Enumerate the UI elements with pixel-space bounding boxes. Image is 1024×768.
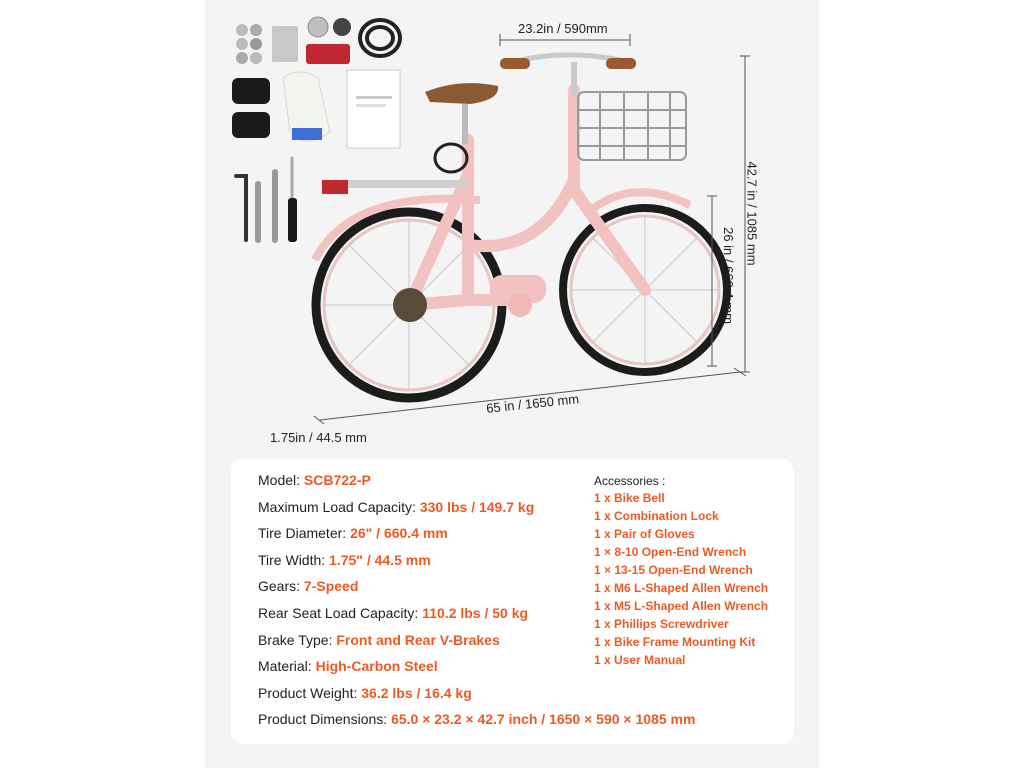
crank xyxy=(508,293,532,317)
spec-value: 330 lbs / 149.7 kg xyxy=(419,498,535,515)
saddle xyxy=(425,83,498,144)
total-height-label: 42.7 in / 1085 mm xyxy=(744,161,760,266)
spec-row xyxy=(258,499,534,515)
spec-row xyxy=(258,472,371,488)
spec-label: Product Weight: xyxy=(258,684,362,701)
handlebar-width-label: 23.2in / 590mm xyxy=(518,21,608,36)
spec-label: Maximum Load Capacity: xyxy=(258,498,420,515)
cable-lock-icon xyxy=(360,20,400,56)
spec-row xyxy=(258,525,448,541)
rear-rack xyxy=(322,180,468,194)
gloves-icon xyxy=(283,72,330,141)
spec-row xyxy=(258,632,500,648)
spec-value: 1.75" / 44.5 mm xyxy=(329,551,431,568)
spec-row xyxy=(258,578,358,594)
spec-label: Rear Seat Load Capacity: xyxy=(258,605,423,621)
spec-value: 36.2 lbs / 16.4 kg xyxy=(361,684,472,701)
spec-label: Tire Width: xyxy=(258,551,330,568)
spec-value: SCB722-P xyxy=(303,472,371,488)
spec-value: 110.2 lbs / 50 kg xyxy=(422,605,529,621)
accessory-item: 1 x M6 L-Shaped Allen Wrench xyxy=(594,581,769,595)
accessory-item: 1 x Bike Bell xyxy=(594,491,665,505)
tire-width-label: 1.75in / 44.5 mm xyxy=(270,430,367,445)
front-basket xyxy=(578,92,686,160)
accessories-title: Accessories : xyxy=(594,474,666,488)
pedals-icon xyxy=(232,78,270,138)
spec-value: 7-Speed xyxy=(303,578,359,595)
accessory-item: 1 x Pair of Gloves xyxy=(594,527,695,541)
spec-value: 65.0 × 23.2 × 42.7 inch / 1650 × 590 × 1085 mm xyxy=(391,711,696,728)
accessory-item: 1 × 8-10 Open-End Wrench xyxy=(594,545,747,559)
spec-label: Material: xyxy=(258,658,316,675)
spec-label: Tire Diameter: xyxy=(258,525,351,542)
spec-label: Gears: xyxy=(258,578,304,595)
user-manual-icon xyxy=(347,70,400,148)
accessory-item: 1 x Phillips Screwdriver xyxy=(594,617,729,631)
spec-label: Brake Type: xyxy=(258,631,337,648)
spec-row xyxy=(258,658,438,674)
spec-row xyxy=(258,685,472,701)
spec-label: Model: xyxy=(258,472,304,488)
accessory-item: 1 x M5 L-Shaped Allen Wrench xyxy=(594,599,769,613)
spec-row xyxy=(258,552,431,568)
spec-value: 26" / 660.4 mm xyxy=(350,525,448,542)
accessory-item: 1 x Combination Lock xyxy=(594,509,719,523)
spec-value: High-Carbon Steel xyxy=(315,658,438,675)
accessory-item: 1 x User Manual xyxy=(594,653,686,667)
cassette xyxy=(393,288,427,322)
bell-icon xyxy=(308,17,351,37)
spec-value: Front and Rear V-Brakes xyxy=(336,631,500,648)
length-label: 65 in / 1650 mm xyxy=(485,391,580,416)
hardware-kit xyxy=(236,24,298,64)
tools-icon xyxy=(236,158,297,242)
spec-row xyxy=(258,711,695,727)
reflector-icon xyxy=(306,44,350,64)
handlebar xyxy=(500,55,636,95)
wheel-height-label: 26 in / 660.4 mm xyxy=(720,227,736,324)
accessory-item: 1 x Bike Frame Mounting Kit xyxy=(594,635,756,649)
spec-label: Product Dimensions: xyxy=(258,711,392,728)
spec-row xyxy=(258,605,528,621)
accessory-item: 1 × 13-15 Open-End Wrench xyxy=(594,563,753,577)
